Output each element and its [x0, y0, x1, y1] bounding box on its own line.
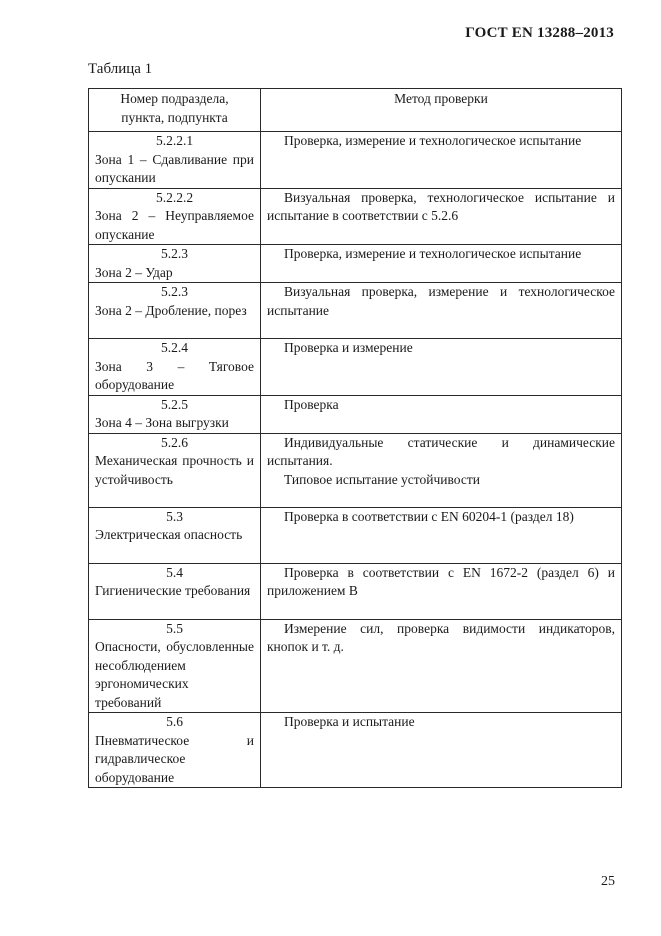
section-number: 5.2.5	[161, 396, 188, 412]
method-text: Визуальная проверка, технологическое испытание и испытание в соответствии с 5.2.6	[267, 189, 615, 223]
method-text: Проверка	[284, 396, 339, 412]
section-number: 5.2.2.2	[155, 189, 194, 205]
method-cell	[261, 563, 622, 619]
table-row	[89, 132, 622, 189]
method-cell	[261, 132, 622, 189]
section-number: 5.2.3	[161, 284, 188, 299]
table-row	[89, 619, 622, 713]
section-number: 5.5	[166, 620, 183, 636]
section-title: Пневматическое и гидравлическое оборудование	[95, 732, 254, 785]
method-cell	[261, 339, 622, 396]
method-text: Индивидуальные статические и динамические испытания.	[267, 434, 615, 468]
section-title: Зона 1 – Сдавливание при опускании	[95, 151, 254, 185]
section-title: Зона 2 – Дробление, порез	[95, 302, 247, 318]
section-number: 5.4	[166, 564, 183, 580]
method-cell	[261, 619, 622, 713]
verification-table	[88, 88, 622, 788]
table-row	[89, 395, 622, 433]
section-title: Зона 2 – Удар	[95, 264, 173, 280]
table-header-row	[89, 89, 622, 132]
method-text: Типовое испытание устойчивости	[284, 471, 480, 487]
section-title: Зона 4 – Зона выгрузки	[95, 415, 229, 430]
method-cell	[261, 433, 622, 507]
section-number: 5.2.3	[161, 246, 188, 261]
table-row	[89, 507, 622, 563]
section-number: 5.2.6	[161, 434, 188, 450]
document-code: ГОСТ EN 13288–2013	[465, 25, 614, 41]
table-body	[89, 132, 622, 788]
table-caption: Таблица 1	[88, 61, 153, 77]
section-cell	[89, 339, 261, 396]
method-cell	[261, 507, 622, 563]
header-section-number-line1: Номер подраздела,	[120, 91, 229, 106]
method-cell	[261, 395, 622, 433]
method-text: Проверка, измерение и технологическое испытание	[284, 133, 582, 148]
section-cell	[89, 507, 261, 563]
method-text: Измерение сил, проверка видимости индикаторов, кнопок и т. д.	[267, 620, 615, 654]
section-cell	[89, 132, 261, 189]
method-text: Проверка и испытание	[284, 714, 415, 729]
section-number: 5.6	[166, 714, 183, 729]
method-cell	[261, 245, 622, 283]
method-text: Проверка в соответствии с EN 1672-2 (раздел 6) и приложением В	[267, 564, 615, 598]
section-title: Электрическая опасность	[95, 527, 243, 542]
page-number: 25	[601, 874, 615, 889]
section-number: 5.2.4	[161, 340, 188, 355]
section-title: Опасности, обусловленные несоблюдением эргономических требований	[95, 639, 254, 710]
section-cell	[89, 563, 261, 619]
header-section-number-line2: пункта, подпункта	[121, 109, 228, 125]
section-cell	[89, 619, 261, 713]
table-row	[89, 188, 622, 245]
section-cell	[89, 245, 261, 283]
method-text: Визуальная проверка, измерение и технологическое испытание	[267, 284, 615, 318]
section-title: Механическая прочность и устойчивость	[95, 453, 254, 487]
method-text: Проверка в соответствии с EN 60204-1 (раздел 18)	[284, 508, 574, 524]
section-cell	[89, 283, 261, 339]
section-cell	[89, 713, 261, 788]
method-text: Проверка и измерение	[284, 340, 413, 355]
table-row	[89, 283, 622, 339]
method-cell	[261, 188, 622, 245]
section-title: Зона 2 – Неуправляемое опускание	[95, 208, 254, 242]
method-cell	[261, 713, 622, 788]
section-title: Зона 3 – Тяговое оборудование	[95, 358, 254, 392]
section-number: 5.3	[166, 508, 183, 524]
method-cell	[261, 283, 622, 339]
header-section-number	[89, 89, 261, 132]
table-row	[89, 433, 622, 507]
table-row	[89, 339, 622, 396]
section-title: Гигиенические требования	[95, 583, 251, 598]
header-method: Метод проверки	[261, 89, 622, 132]
section-number: 5.2.2.1	[155, 133, 194, 148]
section-cell	[89, 395, 261, 433]
table-row	[89, 713, 622, 788]
method-text: Проверка, измерение и технологическое испытание	[284, 246, 582, 261]
table-row	[89, 563, 622, 619]
section-cell	[89, 188, 261, 245]
section-cell	[89, 433, 261, 507]
table-row	[89, 245, 622, 283]
